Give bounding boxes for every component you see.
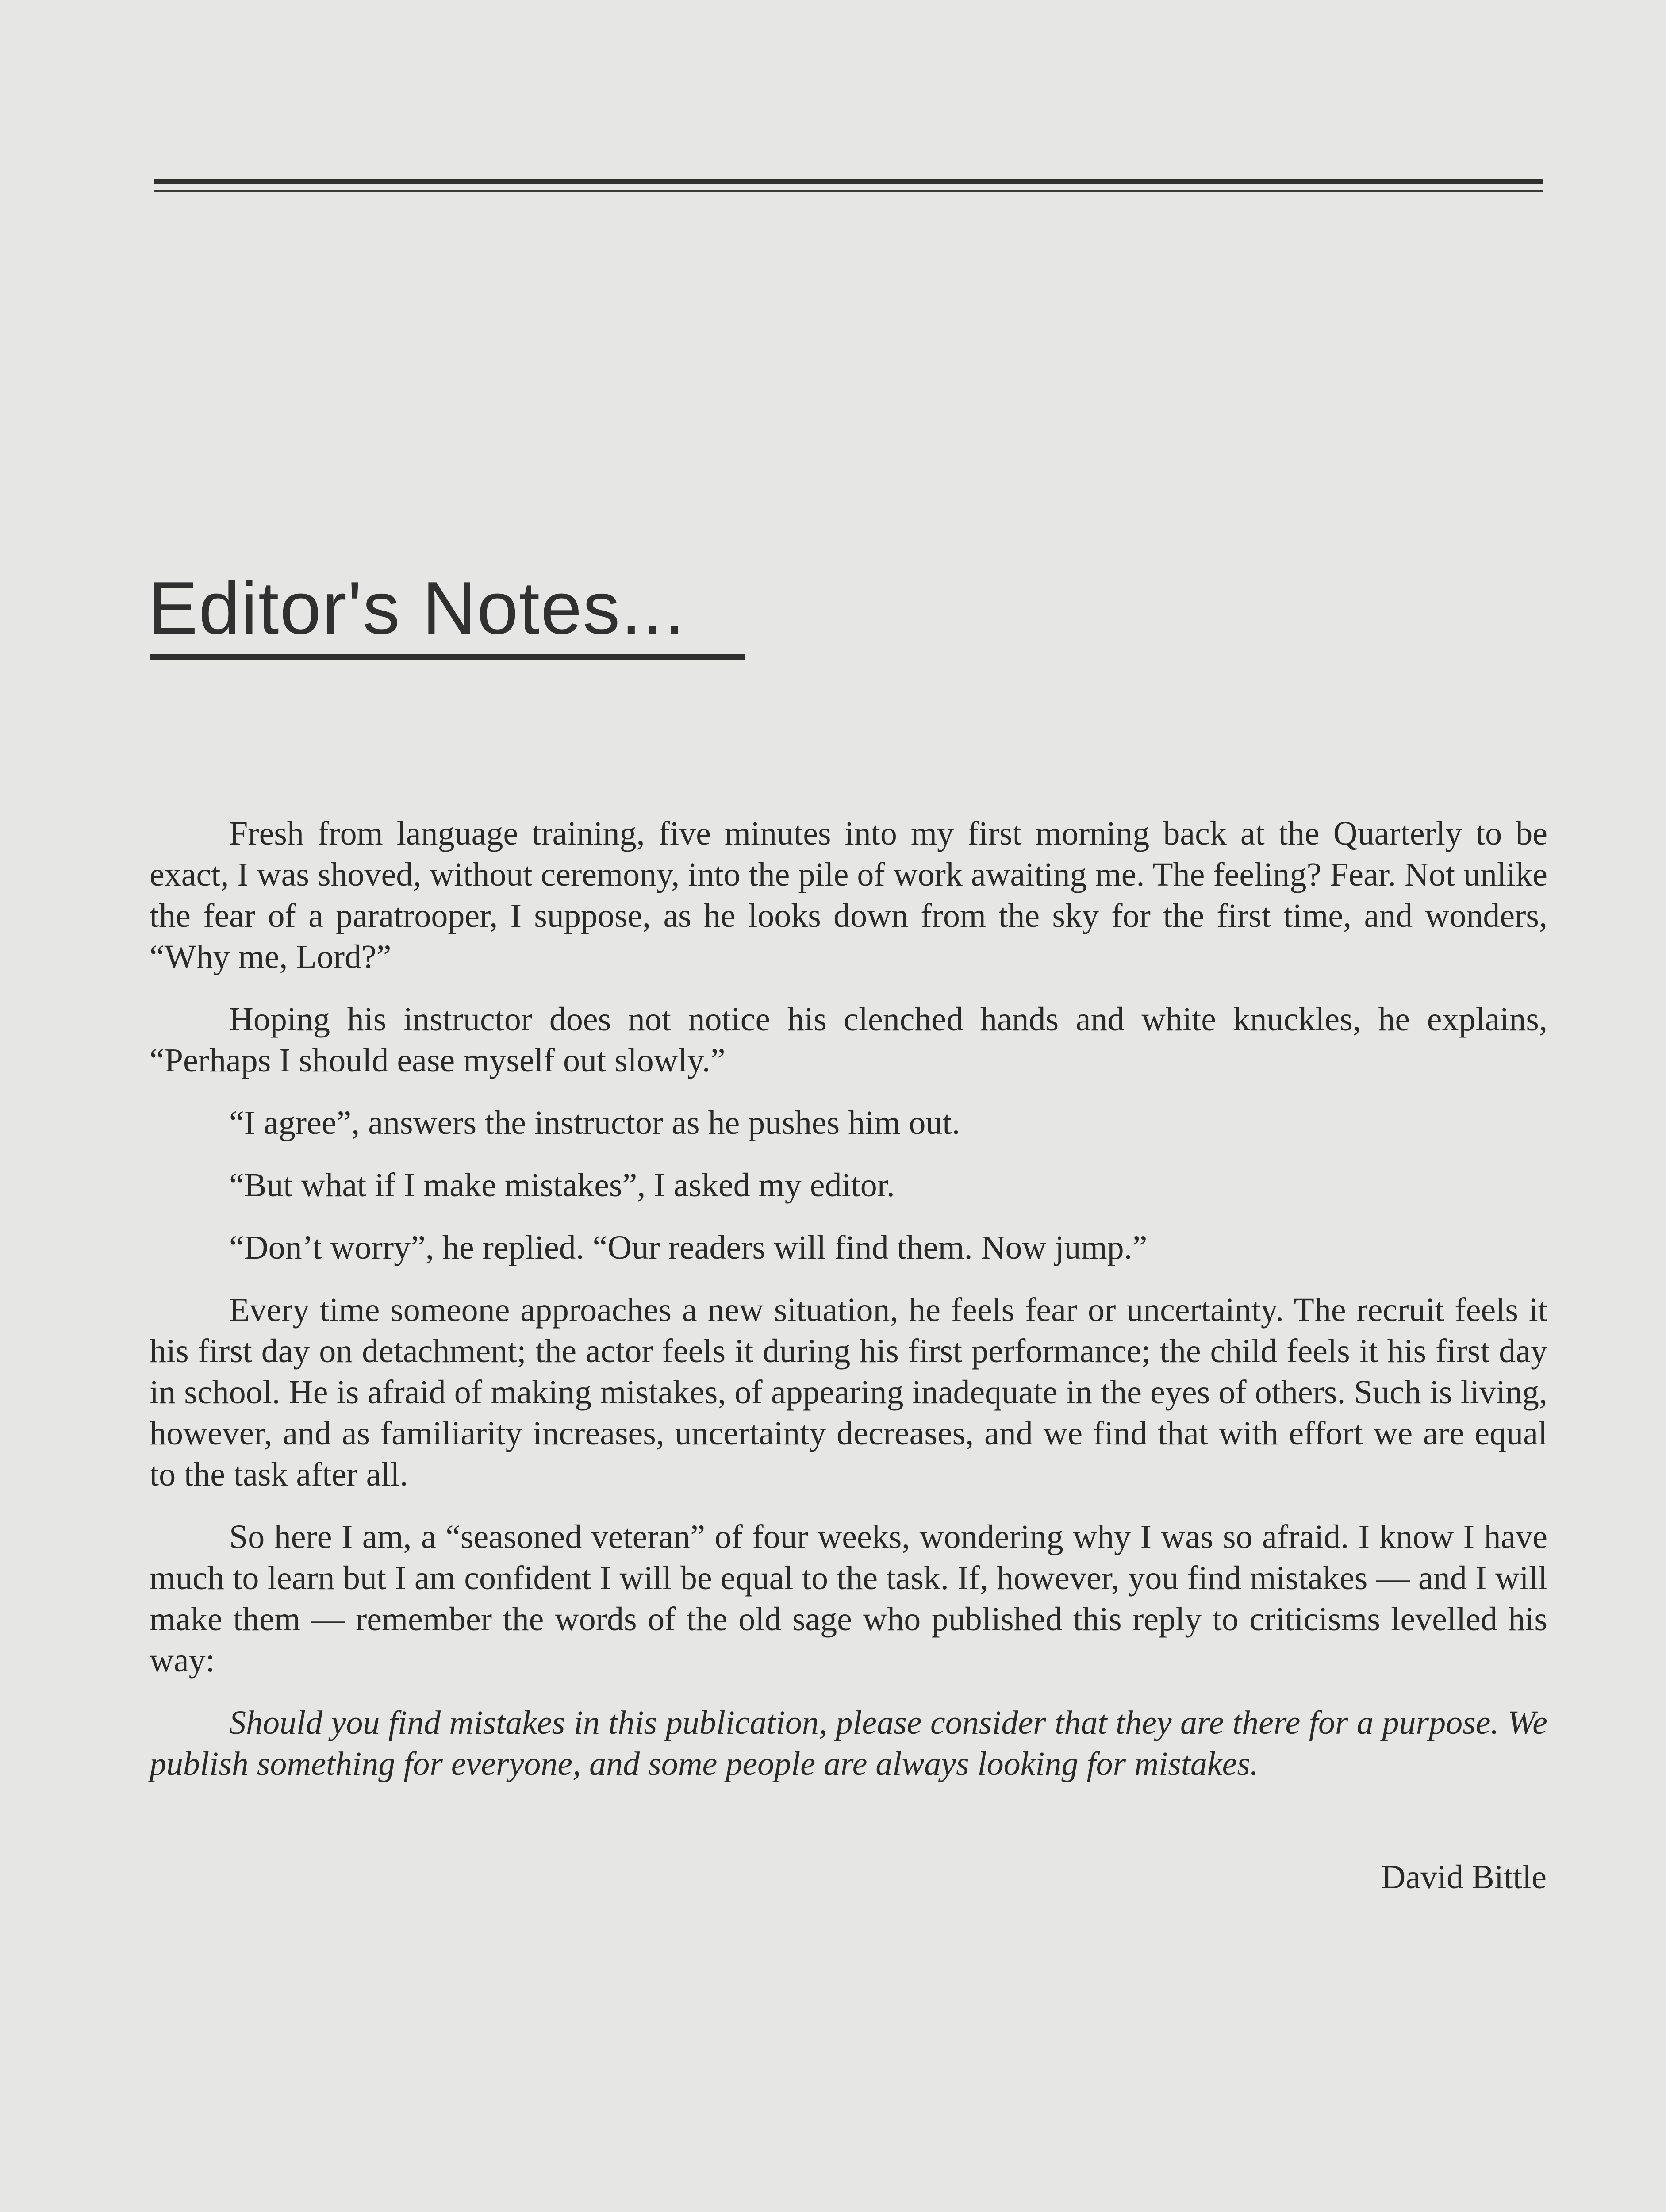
paragraph: “I agree”, answers the instructor as he pushes him out. <box>229 1104 960 1141</box>
page-title: Editor's Notes... <box>148 566 686 649</box>
quoted-reply: Should you find mistakes in this publication, please consider that they are there for a purpose. We publish something for everyone, and some people are always looking for mistakes. <box>150 1704 1547 1782</box>
paragraph: Hoping his instructor does not notice his clenched hands and white knuckles, he explains, “Perhaps I should ease myself out slowly.” <box>150 1001 1547 1079</box>
paragraph: So here I am, a “seasoned veteran” of four weeks, wondering why I was so afraid. I know I have much to learn but I am confident I will be equal to the task. If, however, you find mistakes — and I will make them — remember the words of the old sage who published this reply to criticisms levelled his way: <box>150 1518 1547 1679</box>
title-underline <box>150 654 745 660</box>
top-rule <box>154 179 1543 192</box>
paragraph: “Don’t worry”, he replied. “Our readers will find them. Now jump.” <box>229 1229 1148 1266</box>
article-body <box>150 813 1547 1806</box>
paragraph: Every time someone approaches a new situation, he feels fear or uncertainty. The recruit feels it his first day on detachment; the actor feels it during his first performance; the child feels it his first day in school. He is afraid of making mistakes, of appearing inadequate in the eyes of others. Such is living, however, and as familiarity increases, uncertainty decreases, and we find that with effort we are equal to the task after all. <box>150 1291 1547 1493</box>
paragraph: “But what if I make mistakes”, I asked my editor. <box>229 1167 895 1204</box>
author-signature: David Bittle <box>1381 1859 1547 1896</box>
paragraph: Fresh from language training, five minutes into my first morning back at the Quarterly to be exact, I was shoved, without ceremony, into the pile of work awaiting me. The feeling? Fear. Not unlike the fear of a paratrooper, I suppose, as he looks down from the sky for the first time, and wonders, “Why me, Lord?” <box>150 815 1547 975</box>
